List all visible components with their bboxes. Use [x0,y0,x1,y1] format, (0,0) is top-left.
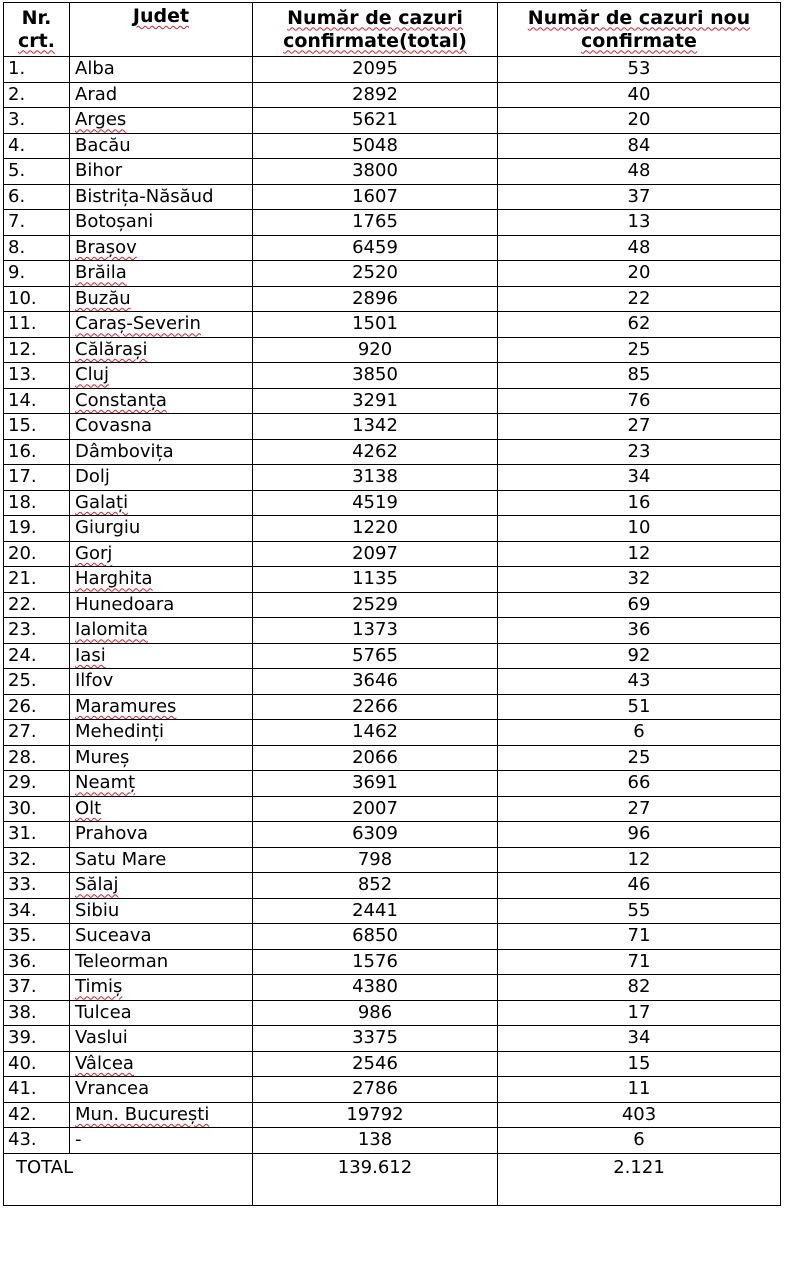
county-name-cell: Gorj [70,541,253,567]
new-cases-cell: 15 [498,1051,781,1077]
row-number-cell: 38. [4,1000,70,1026]
new-cases-cell: 6 [498,720,781,746]
total-cases-sum: 139.612 [253,1153,498,1205]
new-cases-cell: 32 [498,567,781,593]
row-number-cell: 27. [4,720,70,746]
table-row [4,847,781,873]
county-name-cell: Harghita [70,567,253,593]
new-cases-cell: 84 [498,133,781,159]
table-row [4,337,781,363]
table-row [4,924,781,950]
total-cases-cell: 2892 [253,82,498,108]
row-number-cell: 43. [4,1128,70,1154]
county-name-cell: Botoșani [70,210,253,236]
table-row [4,873,781,899]
table-row [4,694,781,720]
new-cases-cell: 82 [498,975,781,1001]
table-row [4,771,781,797]
header-total-confirmed: Număr de cazuri confirmate(total) [253,3,498,57]
new-cases-cell: 23 [498,439,781,465]
total-cases-cell: 920 [253,337,498,363]
total-cases-cell: 3375 [253,1026,498,1052]
new-cases-cell: 16 [498,490,781,516]
new-cases-cell: 22 [498,286,781,312]
row-number-cell: 7. [4,210,70,236]
table-row [4,796,781,822]
row-number-cell: 28. [4,745,70,771]
new-cases-cell: 11 [498,1077,781,1103]
document-page [3,2,781,1206]
new-cases-cell: 62 [498,312,781,338]
total-cases-cell: 1576 [253,949,498,975]
table-row [4,210,781,236]
total-cases-cell: 2520 [253,261,498,287]
row-number-cell: 5. [4,159,70,185]
total-cases-cell: 1607 [253,184,498,210]
new-cases-cell: 85 [498,363,781,389]
header-new-confirmed: Număr de cazuri nou confirmate [498,3,781,57]
new-cases-cell: 40 [498,82,781,108]
total-cases-cell: 138 [253,1128,498,1154]
row-number-cell: 35. [4,924,70,950]
county-name-cell: Călărași [70,337,253,363]
total-label-cell: TOTAL [4,1153,253,1205]
new-cases-cell: 76 [498,388,781,414]
row-number-cell: 12. [4,337,70,363]
new-cases-sum: 2.121 [498,1153,781,1205]
new-cases-cell: 27 [498,414,781,440]
new-cases-cell: 37 [498,184,781,210]
table-row [4,184,781,210]
new-cases-cell: 13 [498,210,781,236]
new-cases-cell: 20 [498,261,781,287]
new-cases-cell: 17 [498,1000,781,1026]
table-row [4,1128,781,1154]
row-number-cell: 17. [4,465,70,491]
county-name-cell: Giurgiu [70,516,253,542]
county-name-cell: Mureș [70,745,253,771]
row-number-cell: 16. [4,439,70,465]
row-number-cell: 40. [4,1051,70,1077]
row-number-cell: 41. [4,1077,70,1103]
total-cases-cell: 6309 [253,822,498,848]
new-cases-cell: 20 [498,108,781,134]
row-number-cell: 8. [4,235,70,261]
county-name-cell: Suceava [70,924,253,950]
county-name-cell: Caraș-Severin [70,312,253,338]
total-cases-cell: 4519 [253,490,498,516]
table-row [4,1000,781,1026]
table-row [4,567,781,593]
row-number-cell: 10. [4,286,70,312]
row-number-cell: 9. [4,261,70,287]
total-cases-cell: 5048 [253,133,498,159]
new-cases-cell: 71 [498,949,781,975]
total-cases-cell: 2266 [253,694,498,720]
row-number-cell: 18. [4,490,70,516]
row-number-cell: 34. [4,898,70,924]
row-number-cell: 21. [4,567,70,593]
total-cases-cell: 1462 [253,720,498,746]
new-cases-cell: 6 [498,1128,781,1154]
row-number-cell: 33. [4,873,70,899]
table-row [4,414,781,440]
row-number-cell: 4. [4,133,70,159]
county-name-cell: Covasna [70,414,253,440]
county-name-cell: Vaslui [70,1026,253,1052]
county-name-cell: Tulcea [70,1000,253,1026]
county-name-cell: Sibiu [70,898,253,924]
row-number-cell: 29. [4,771,70,797]
total-cases-cell: 1220 [253,516,498,542]
total-cases-cell: 3691 [253,771,498,797]
total-cases-cell: 986 [253,1000,498,1026]
county-name-cell: Bacău [70,133,253,159]
total-cases-cell: 1373 [253,618,498,644]
county-name-cell: Brăila [70,261,253,287]
county-name-cell: Mun. București [70,1102,253,1128]
table-row [4,57,781,83]
county-name-cell: Neamț [70,771,253,797]
county-name-cell: Prahova [70,822,253,848]
county-name-cell: Bihor [70,159,253,185]
header-nr-line1: Nr. [21,6,52,29]
total-cases-cell: 3291 [253,388,498,414]
row-number-cell: 20. [4,541,70,567]
row-number-cell: 26. [4,694,70,720]
row-number-cell: 1. [4,57,70,83]
county-name-cell: Vâlcea [70,1051,253,1077]
county-name-cell: Brașov [70,235,253,261]
row-number-cell: 30. [4,796,70,822]
table-row [4,949,781,975]
table-row [4,822,781,848]
table-row [4,235,781,261]
table-row [4,286,781,312]
county-name-cell: Dâmbovița [70,439,253,465]
total-cases-cell: 3138 [253,465,498,491]
table-row [4,720,781,746]
county-name-cell: Galați [70,490,253,516]
total-cases-cell: 2546 [253,1051,498,1077]
table-row [4,82,781,108]
total-cases-cell: 3800 [253,159,498,185]
new-cases-cell: 66 [498,771,781,797]
county-name-cell: Sălaj [70,873,253,899]
new-cases-cell: 69 [498,592,781,618]
new-cases-cell: 10 [498,516,781,542]
covid-cases-table [3,2,781,1206]
table-row [4,465,781,491]
total-cases-cell: 2896 [253,286,498,312]
row-number-cell: 31. [4,822,70,848]
total-cases-cell: 798 [253,847,498,873]
row-number-cell: 13. [4,363,70,389]
table-body [4,57,781,1206]
table-row [4,541,781,567]
table-row [4,108,781,134]
header-nr-line2: crt. [18,29,55,52]
table-row [4,388,781,414]
new-cases-cell: 53 [498,57,781,83]
table-row [4,975,781,1001]
table-row [4,1051,781,1077]
total-cases-cell: 6459 [253,235,498,261]
county-name-cell: Iasi [70,643,253,669]
total-cases-cell: 3646 [253,669,498,695]
total-cases-cell: 1342 [253,414,498,440]
new-cases-cell: 46 [498,873,781,899]
table-row [4,1102,781,1128]
total-cases-cell: 2529 [253,592,498,618]
total-cases-cell: 2441 [253,898,498,924]
table-row [4,1077,781,1103]
county-name-cell: Vrancea [70,1077,253,1103]
table-row [4,1026,781,1052]
new-cases-cell: 34 [498,1026,781,1052]
header-nr-crt [4,3,70,57]
row-number-cell: 11. [4,312,70,338]
county-name-cell: Cluj [70,363,253,389]
total-cases-cell: 1765 [253,210,498,236]
county-name-cell: Buzău [70,286,253,312]
new-cases-cell: 92 [498,643,781,669]
county-name-cell: Arad [70,82,253,108]
row-number-cell: 6. [4,184,70,210]
county-name-cell: Maramures [70,694,253,720]
new-cases-cell: 403 [498,1102,781,1128]
row-number-cell: 39. [4,1026,70,1052]
row-number-cell: 2. [4,82,70,108]
new-cases-cell: 43 [498,669,781,695]
county-name-cell: Hunedoara [70,592,253,618]
total-cases-cell: 3850 [253,363,498,389]
county-name-cell: Arges [70,108,253,134]
table-row [4,439,781,465]
new-cases-cell: 51 [498,694,781,720]
county-name-cell: Satu Mare [70,847,253,873]
new-cases-cell: 25 [498,745,781,771]
new-cases-cell: 48 [498,235,781,261]
table-row [4,898,781,924]
total-cases-cell: 2007 [253,796,498,822]
row-number-cell: 19. [4,516,70,542]
new-cases-cell: 71 [498,924,781,950]
total-cases-cell: 2095 [253,57,498,83]
table-row [4,592,781,618]
county-name-cell: Timiș [70,975,253,1001]
header-judet: Judet [70,3,253,57]
county-name-cell: Constanța [70,388,253,414]
county-name-cell: - [70,1128,253,1154]
total-cases-cell: 4262 [253,439,498,465]
table-row [4,643,781,669]
row-number-cell: 3. [4,108,70,134]
total-cases-cell: 1501 [253,312,498,338]
new-cases-cell: 12 [498,541,781,567]
total-row [4,1153,781,1205]
table-row [4,490,781,516]
row-number-cell: 25. [4,669,70,695]
row-number-cell: 37. [4,975,70,1001]
row-number-cell: 24. [4,643,70,669]
total-cases-cell: 852 [253,873,498,899]
county-name-cell: Olt [70,796,253,822]
total-cases-cell: 2066 [253,745,498,771]
county-name-cell: Mehedinți [70,720,253,746]
county-name-cell: Ilfov [70,669,253,695]
table-row [4,363,781,389]
row-number-cell: 36. [4,949,70,975]
county-name-cell: Bistrița-Năsăud [70,184,253,210]
new-cases-cell: 25 [498,337,781,363]
total-cases-cell: 5765 [253,643,498,669]
total-cases-cell: 2097 [253,541,498,567]
new-cases-cell: 36 [498,618,781,644]
table-row [4,516,781,542]
new-cases-cell: 34 [498,465,781,491]
row-number-cell: 23. [4,618,70,644]
total-cases-cell: 1135 [253,567,498,593]
table-row [4,312,781,338]
row-number-cell: 32. [4,847,70,873]
county-name-cell: Ialomita [70,618,253,644]
table-row [4,133,781,159]
row-number-cell: 14. [4,388,70,414]
total-cases-cell: 5621 [253,108,498,134]
row-number-cell: 22. [4,592,70,618]
table-row [4,618,781,644]
table-row [4,745,781,771]
total-cases-cell: 19792 [253,1102,498,1128]
new-cases-cell: 27 [498,796,781,822]
total-cases-cell: 2786 [253,1077,498,1103]
total-cases-cell: 6850 [253,924,498,950]
county-name-cell: Teleorman [70,949,253,975]
new-cases-cell: 96 [498,822,781,848]
header-row [4,3,781,57]
row-number-cell: 42. [4,1102,70,1128]
table-row [4,261,781,287]
new-cases-cell: 48 [498,159,781,185]
county-name-cell: Dolj [70,465,253,491]
county-name-cell: Alba [70,57,253,83]
total-cases-cell: 4380 [253,975,498,1001]
row-number-cell: 15. [4,414,70,440]
table-row [4,159,781,185]
new-cases-cell: 55 [498,898,781,924]
table-row [4,669,781,695]
new-cases-cell: 12 [498,847,781,873]
